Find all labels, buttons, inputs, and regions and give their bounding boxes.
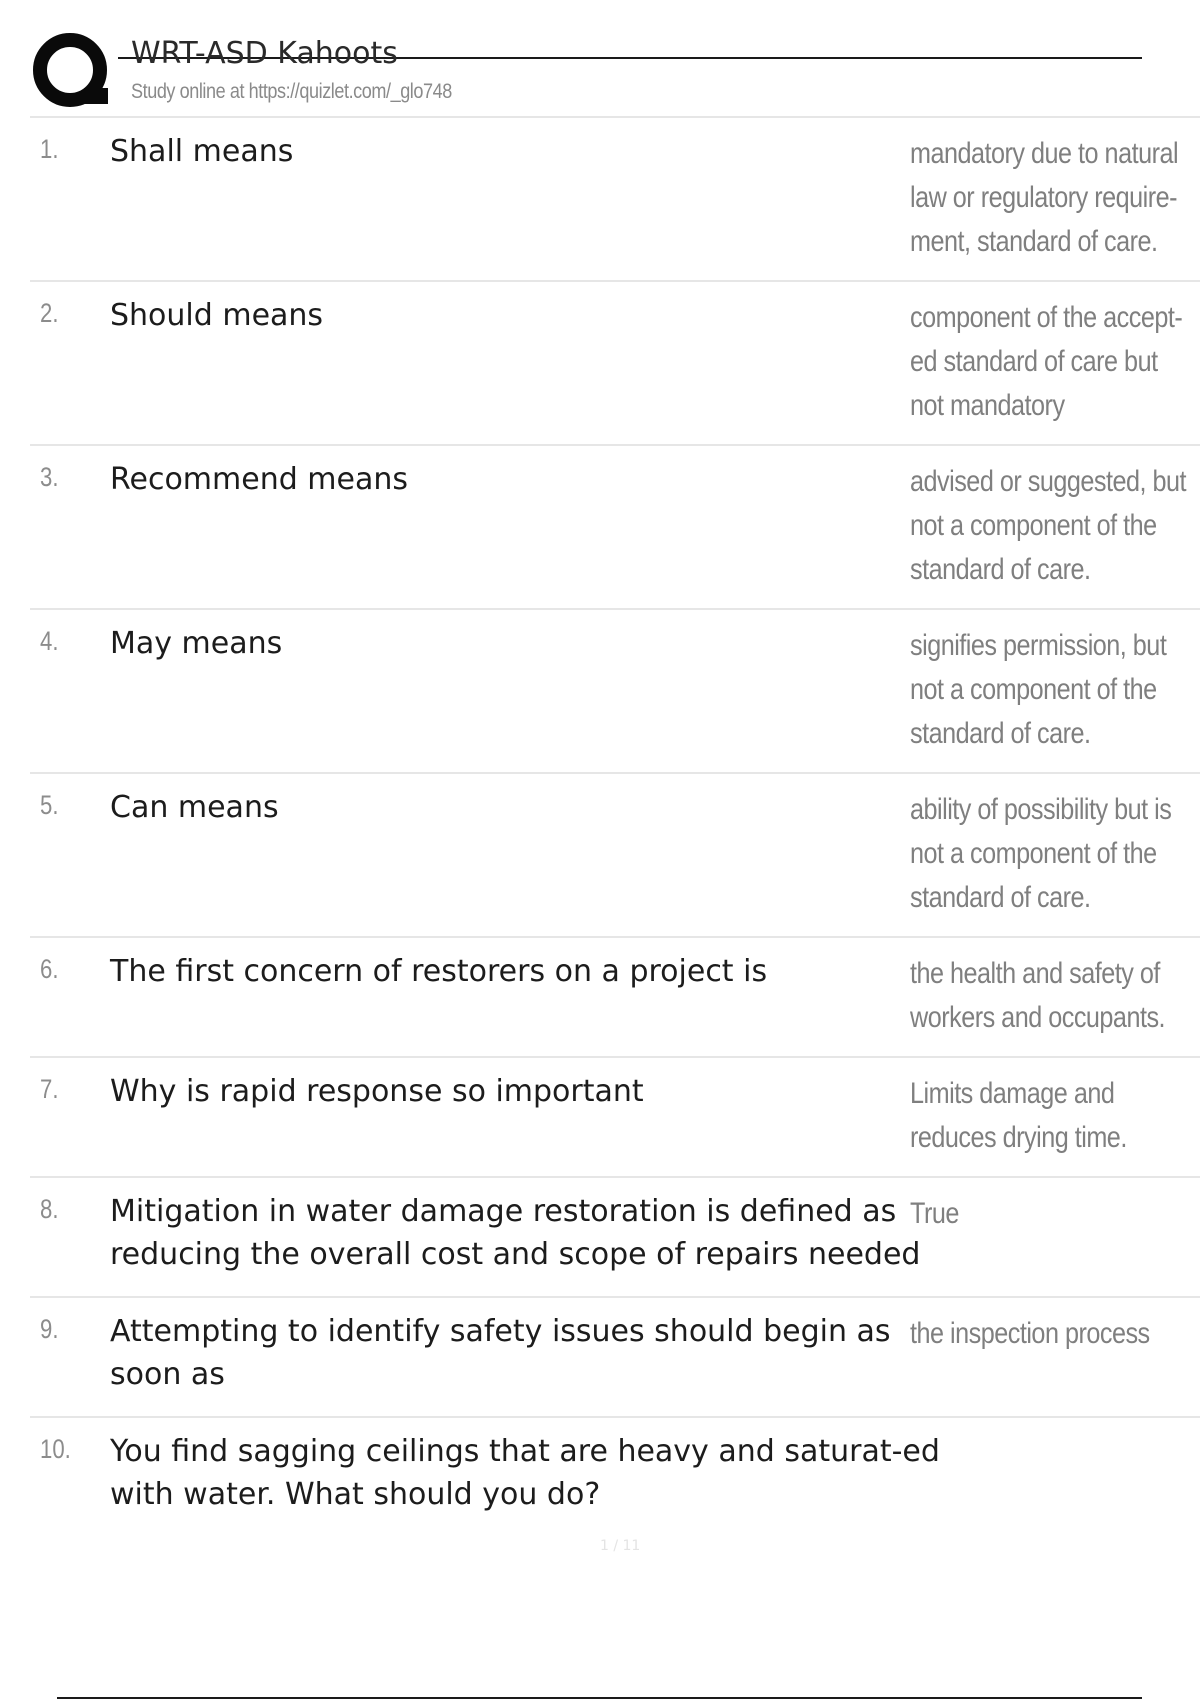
flashcard-row [30, 1298, 1200, 1418]
card-definition: advised or suggested, but not a component of the standard of care. [910, 465, 1187, 586]
flashcard-row [30, 446, 1200, 610]
card-term: Why is rapid response so important [110, 1074, 644, 1109]
card-definition: mandatory due to natural law or regulatory require-ment, standard of care. [910, 137, 1179, 258]
card-number: 10. [40, 1434, 71, 1464]
footer-rule [57, 1697, 1142, 1699]
flashcard-row [30, 774, 1200, 938]
card-definition: True [910, 1197, 959, 1230]
flashcard-row [30, 1058, 1200, 1178]
document-title: WRT-ASD Kahoots [131, 36, 398, 71]
flashcard-row [30, 118, 1200, 282]
study-online-link[interactable]: Study online at https://quizlet.com/_glo748 [131, 80, 452, 103]
card-number: 2. [40, 298, 59, 328]
flashcard-list [30, 118, 1200, 1538]
flashcard-row [30, 610, 1200, 774]
card-term: Attempting to identify safety issues should begin as soon as [110, 1314, 891, 1392]
card-term: Mitigation in water damage restoration is defined as reducing the overall cost and scope of repairs needed [110, 1194, 921, 1272]
card-definition: the inspection process [910, 1317, 1150, 1350]
card-number: 8. [40, 1194, 59, 1224]
quizlet-q-logo-icon [32, 32, 112, 112]
card-term: Should means [110, 298, 324, 333]
card-number: 9. [40, 1314, 59, 1344]
card-term: You find sagging ceilings that are heavy and saturat-ed with water. What should you do? [110, 1434, 940, 1512]
card-number: 3. [40, 462, 59, 492]
flashcard-row [30, 938, 1200, 1058]
flashcard-row [30, 1178, 1200, 1298]
card-number: 6. [40, 954, 59, 984]
card-number: 7. [40, 1074, 59, 1104]
card-definition: component of the accept-ed standard of care but not mandatory [910, 301, 1183, 422]
card-term: The first concern of restorers on a project is [110, 954, 768, 989]
card-definition: ability of possibility but is not a component of the standard of care. [910, 793, 1172, 914]
flashcard-row [30, 282, 1200, 446]
card-definition: signifies permission, but not a component of the standard of care. [910, 629, 1167, 750]
card-number: 1. [40, 134, 59, 164]
card-term: Shall means [110, 134, 294, 169]
card-number: 5. [40, 790, 59, 820]
card-definition: Limits damage and reduces drying time. [910, 1077, 1127, 1154]
card-number: 4. [40, 626, 59, 656]
card-term: Recommend means [110, 462, 409, 497]
card-definition: the health and safety of workers and occupants. [910, 957, 1166, 1034]
card-term: Can means [110, 790, 279, 825]
flashcard-row [30, 1418, 1200, 1538]
card-term: May means [110, 626, 283, 661]
page-number: 1 / 11 [600, 1538, 641, 1554]
